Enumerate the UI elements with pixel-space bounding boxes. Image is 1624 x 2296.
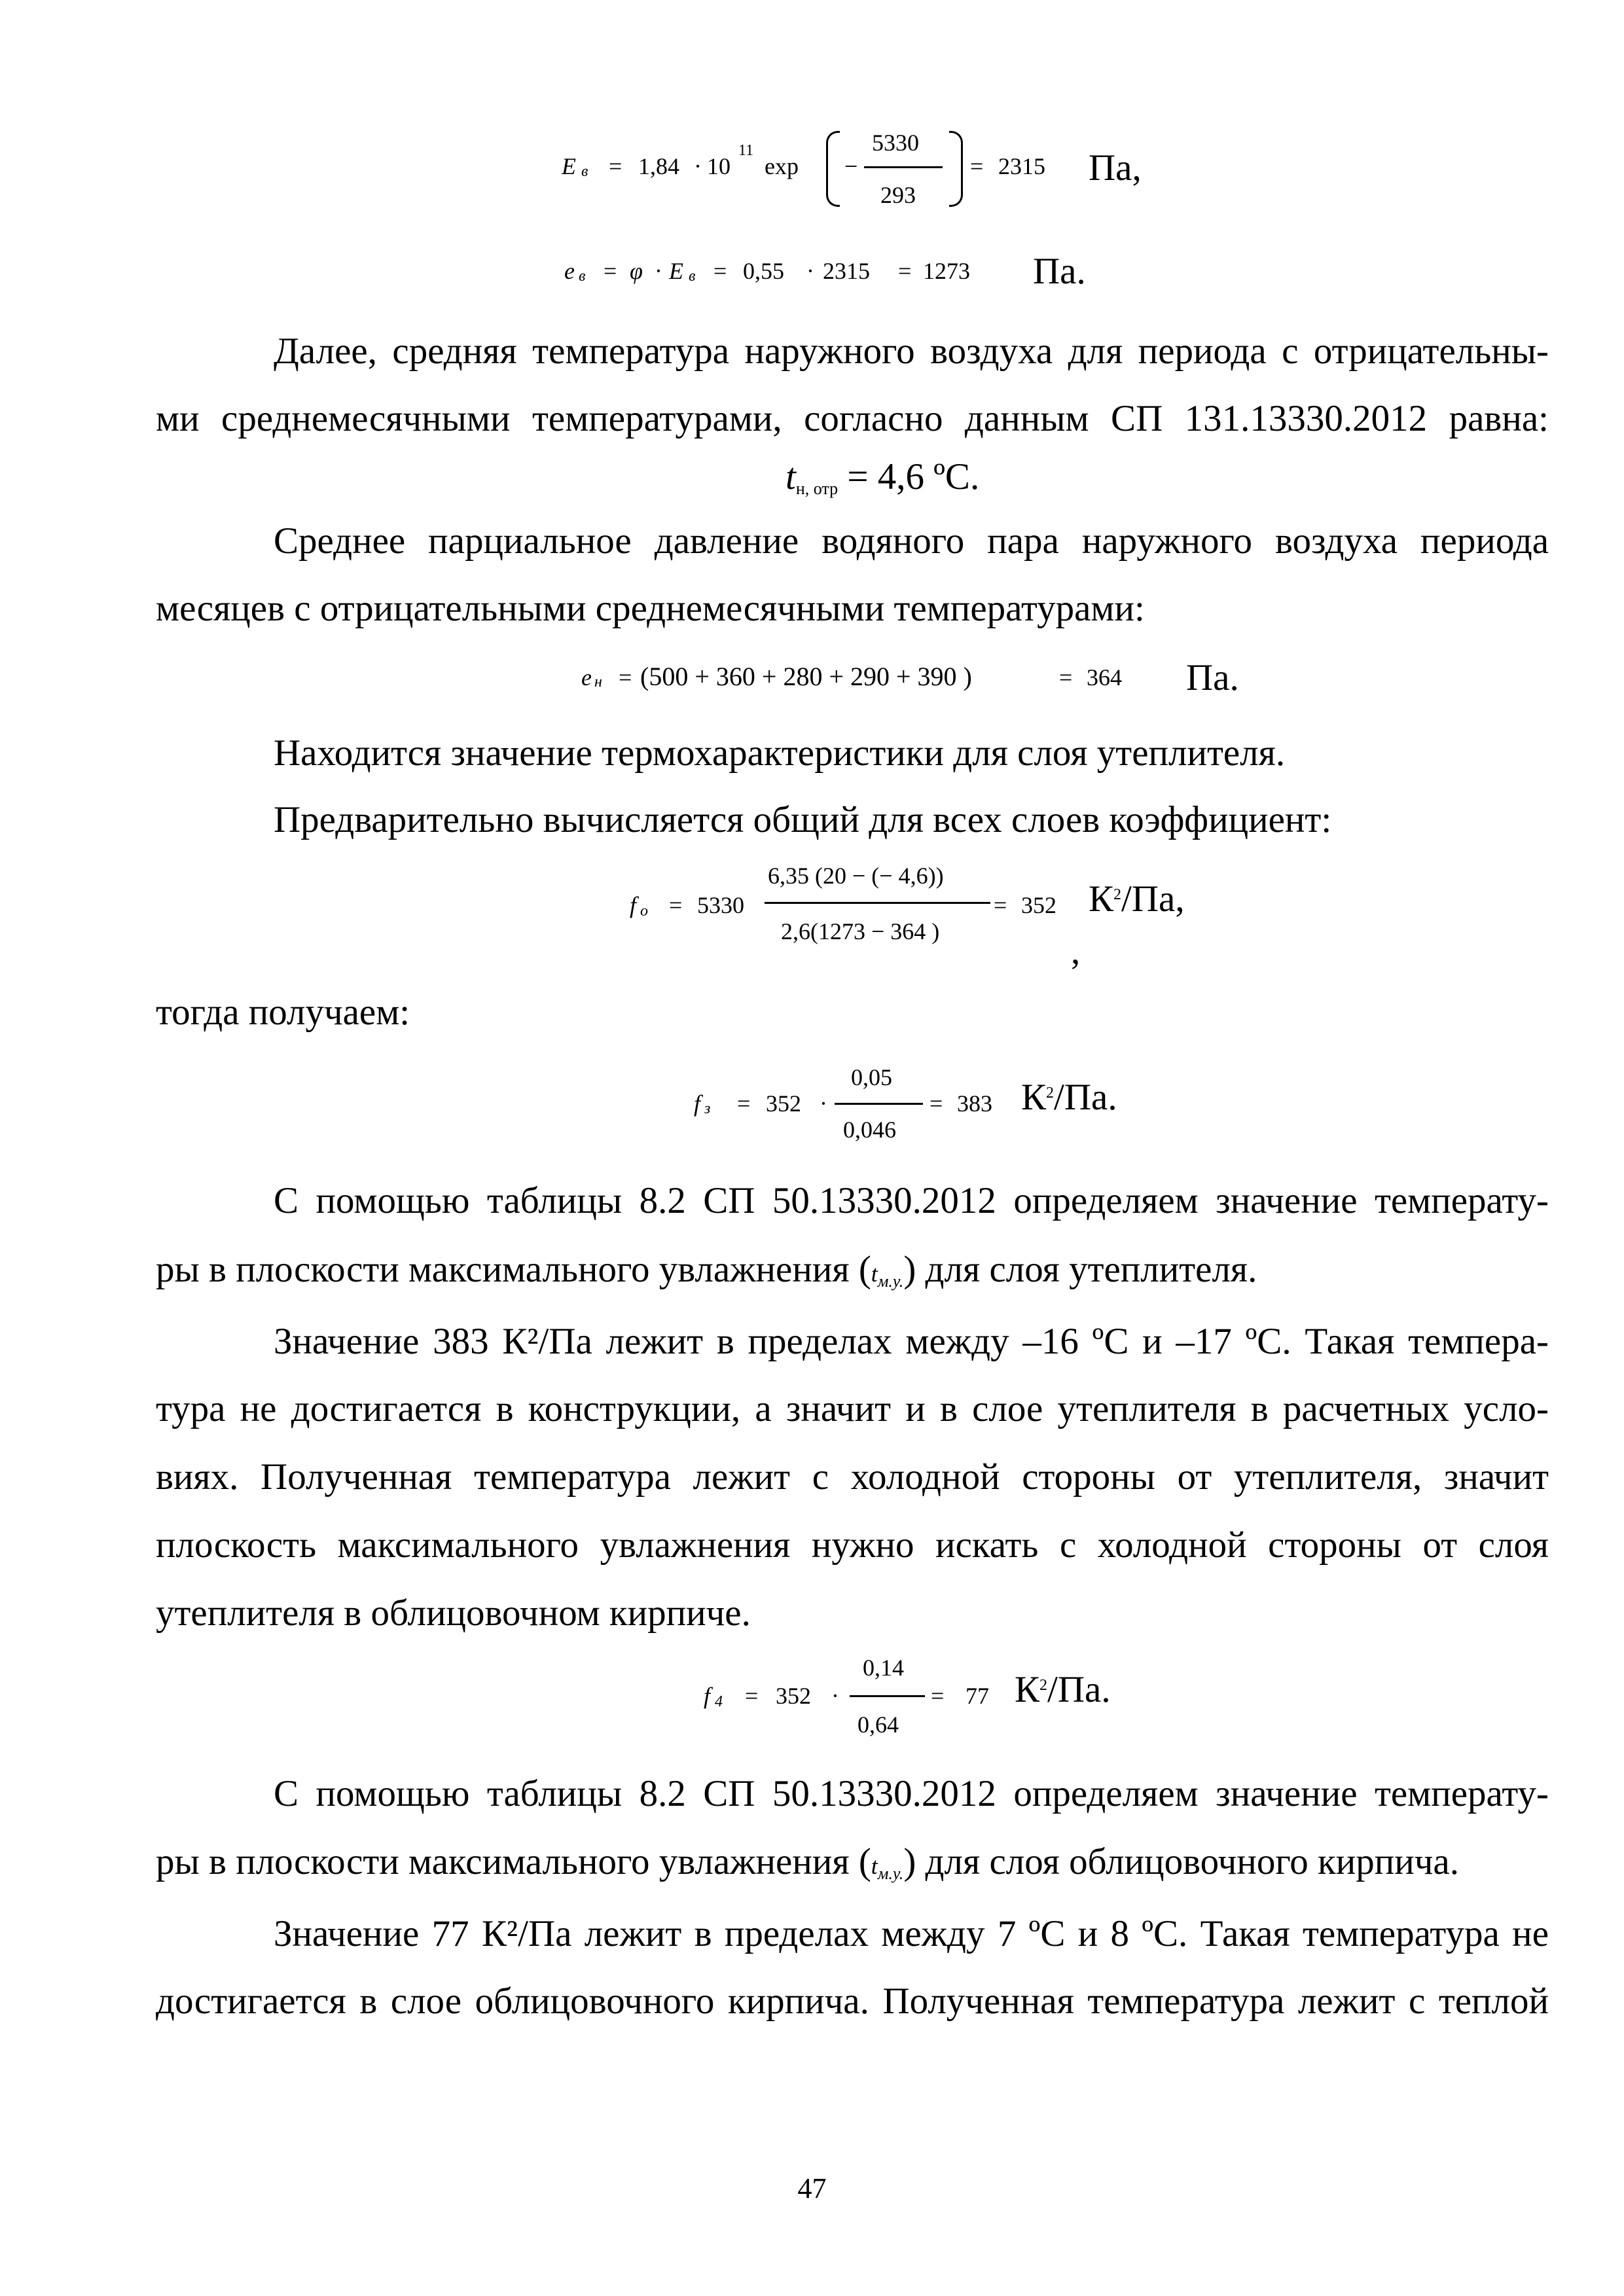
fraction-bar — [850, 1695, 925, 1697]
formula-lhs: f — [704, 1683, 711, 1709]
fraction-numerator: 5330 — [872, 130, 919, 156]
formula-eq: = — [1059, 664, 1073, 691]
formula-value-b: 2315 — [823, 258, 870, 284]
formula-unit: $К^2/Па$. — [1015, 1669, 1111, 1710]
formula-unit: $К^2/Па$, — [1089, 878, 1185, 920]
formula-eq: = — [994, 892, 1007, 918]
formula-eq: = — [604, 258, 617, 284]
formula-result: 352 — [1021, 892, 1056, 918]
formula-eq: = — [929, 1090, 943, 1117]
formula-exp-fn: exp — [765, 153, 799, 179]
paragraph-line: Значение 77 К²/Па лежит в пределах между 7 ºС и 8 ºС. Такая температура не — [274, 1913, 1549, 1954]
formula-eq: = — [745, 1683, 759, 1709]
formula-dot: · — [655, 258, 662, 284]
paragraph-line: утеплителя в облицовочном кирпиче. — [156, 1592, 751, 1634]
formula-eq: = — [970, 153, 984, 179]
formula-lhs-sub: 4 — [715, 1693, 723, 1710]
formula-dot: · — [806, 258, 814, 284]
fraction-bar — [835, 1103, 923, 1105]
paragraph-line: тура не достигается в конструкции, а значит и в слое утеплителя в расчетных усло- — [156, 1388, 1549, 1429]
formula-unit: Па. — [1033, 251, 1086, 292]
paragraph-line: Среднее парциальное давление водяного пара наружного воздуха периода — [274, 520, 1549, 562]
fraction-bar — [765, 902, 990, 904]
paragraph-line: ры в плоскости максимального увлажнения $(t_{м.у.})$ для слоя облицовочного кирпича. — [156, 1841, 1459, 1883]
formula-unit: Па, — [1089, 147, 1142, 188]
right-paren — [949, 131, 963, 207]
formula-dot: · — [694, 153, 702, 179]
formula-lhs-sub: в — [581, 163, 588, 180]
fraction-denominator: 0,64 — [857, 1712, 899, 1738]
left-paren — [826, 131, 840, 207]
paragraph-line: достигается в слое облицовочного кирпича. Полученная температура лежит с теплой — [156, 1981, 1549, 2022]
fraction-numerator: 0,05 — [851, 1064, 892, 1090]
formula-result: 2315 — [998, 153, 1045, 179]
formula-eq: = — [609, 153, 623, 179]
stray-comma: , — [1071, 931, 1081, 972]
formula-lhs: f — [694, 1090, 701, 1117]
formula-minus: − — [844, 153, 858, 179]
formula-ten: 10 — [707, 153, 731, 179]
formula-lhs: e — [581, 664, 592, 691]
formula-lhs-sub: о — [640, 903, 648, 920]
formula-eq: = — [931, 1683, 945, 1709]
formula-coef: 352 — [766, 1090, 801, 1117]
formula-lhs-sub: н — [594, 673, 602, 691]
formula-coef: 5330 — [697, 892, 744, 918]
formula-t-sub: н, отр — [795, 479, 839, 498]
formula-eq: = — [737, 1090, 751, 1117]
formula-t: t — [785, 456, 796, 497]
paragraph-line: Находится значение термохарактеристики для слоя утеплителя. — [274, 732, 1286, 774]
formula-dot: · — [831, 1683, 839, 1709]
formula-result: 1273 — [923, 258, 970, 284]
paragraph-line: плоскость максимального увлажнения нужно искать с холодной стороны от слоя — [156, 1524, 1549, 1566]
formula-eq: = — [898, 258, 912, 284]
formula-lhs-sub: в — [579, 268, 586, 285]
paragraph-line: Далее, средняя температура наружного воздуха для периода с отрицательны- — [274, 331, 1549, 372]
paragraph-line: виях. Полученная температура лежит с холодной стороны от утеплителя, значит — [156, 1456, 1549, 1498]
formula-lhs: f — [630, 892, 637, 918]
fraction-denominator: 293 — [880, 182, 916, 208]
formula-E-sub: в — [689, 268, 696, 285]
formula-coef: 1,84 — [638, 153, 679, 179]
formula-coef: 352 — [776, 1683, 811, 1709]
paragraph-line: Предварительно вычисляется общий для всех слоев коэффициент: — [274, 799, 1332, 840]
fraction-bar — [864, 166, 943, 168]
formula-result: 77 — [965, 1683, 989, 1709]
fraction-denominator: 2,6(1273 − 364 ) — [781, 918, 940, 944]
formula-unit: Па. — [1186, 657, 1239, 698]
page-number: 47 — [797, 2172, 827, 2204]
formula-eq: = — [713, 258, 727, 284]
paragraph-line: месяцев с отрицательными среднемесячными температурами: — [156, 588, 1145, 629]
formula-result: 383 — [957, 1090, 992, 1117]
formula-result: 364 — [1087, 664, 1122, 691]
formula-exponent: 11 — [738, 142, 754, 159]
fraction-numerator: 6,35 (20 − (− 4,6)) — [768, 863, 944, 889]
paragraph-line: С помощью таблицы 8.2 СП 50.13330.2012 определяем значение температу- — [274, 1180, 1549, 1221]
paragraph-line: ры в плоскости максимального увлажнения $(t_{м.у.})$ для слоя утеплителя. — [156, 1249, 1257, 1291]
paragraph-line: Значение 383 К²/Па лежит в пределах между –16 ºС и –17 ºС. Такая темпера- — [274, 1321, 1549, 1362]
formula-outdoor-temp — [785, 458, 979, 497]
formula-unit: $К^2/Па$. — [1021, 1077, 1117, 1118]
paragraph-line: С помощью таблицы 8.2 СП 50.13330.2012 определяем значение температу- — [274, 1773, 1549, 1814]
formula-eq: = — [619, 664, 632, 691]
formula-lhs: e — [564, 258, 575, 284]
formula-phi: φ — [630, 258, 643, 284]
formula-lhs-sub: з — [704, 1100, 711, 1117]
formula-lhs: E — [562, 153, 576, 179]
formula-expression: (500 + 360 + 280 + 290 + 390 ) — [640, 662, 972, 691]
formula-eq: = — [669, 892, 683, 918]
formula-value-a: 0,55 — [743, 258, 784, 284]
formula-E: E — [669, 258, 683, 284]
paragraph-line: ми среднемесячными температурами, согласно данным СП 131.13330.2012 равна: — [156, 398, 1549, 439]
fraction-denominator: 0,046 — [843, 1117, 896, 1143]
fraction-numerator: 0,14 — [863, 1655, 904, 1681]
formula-dot: · — [820, 1090, 827, 1117]
formula-t-value: = 4,6 ºС. — [847, 456, 980, 497]
paragraph-line: тогда получаем: — [156, 992, 410, 1033]
